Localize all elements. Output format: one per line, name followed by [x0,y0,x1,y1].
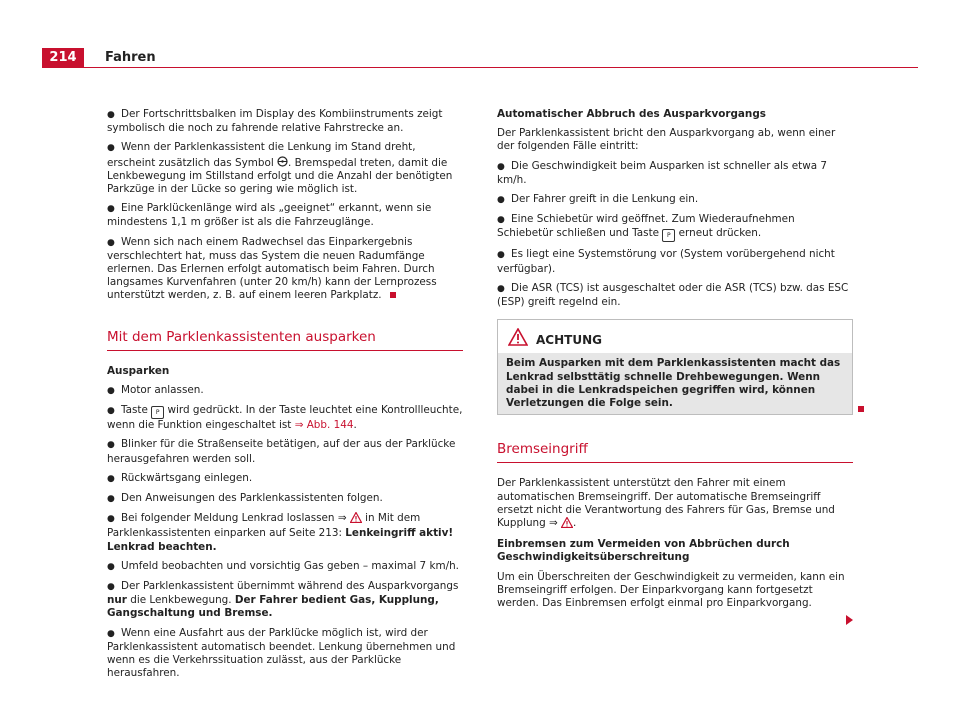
list-item: ● Eine Schiebetür wird geöffnet. Zum Wiederaufnehmen Schiebetür schließen und Taste P erneut drücken. [497,213,853,242]
warning-text: Beim Ausparken mit dem Parklenkassistenten macht das Lenkrad selbsttätig schnelle Drehbewegungen. Wenn dabei in die Lenkradspeichen gegriffen wird, können Verletzungen die Folge sein. [498,353,852,414]
list-item: ● Die ASR (TCS) ist ausgeschaltet oder die ASR (TCS) bzw. das ESC (ESP) greift regelnd ein. [497,281,849,309]
park-assist-key-icon: P [151,406,164,419]
section-end-marker [390,292,396,298]
list-item: ● Bei folgender Meldung Lenkrad loslassen ⇒ in Mit dem Parklenkassistenten einparken auf Seite 213: Lenkeingriff aktiv! Lenkrad beachten. [107,512,454,553]
list-item: ● Der Parklenkassistent übernimmt während des Ausparkvorgangs nur die Lenkbewegung. Der Fahrer bedient Gas, Kupplung, Gangschaltung und Bremse. [107,580,459,620]
paragraph: Der Parklenkassistent bricht den Ausparkvorgang ab, wenn einer der folgenden Fälle eintritt: [497,127,836,153]
subheading: Automatischer Abbruch des Ausparkvorgangs [497,108,766,120]
list-item: ● Wenn sich nach einem Radwechsel das Einparkergebnis verschlechtert hat, muss das System die neuen Radumfänge erlernen. Das Erlernen erfolgt automatisch beim Fahren. Durch langsames Kurvenfahren (unter 20 km/h) kann der Lernprozess unterstützt werden, z. B. auf einem leeren Parkplatz. [107,235,437,302]
bullet-icon: ● [107,386,115,397]
subheading: Ausparken [107,364,170,377]
bullet-icon: ● [497,215,505,226]
bullet-icon: ● [497,195,505,206]
bullet-icon: ● [107,561,115,572]
warning-triangle-icon[interactable] [350,512,362,527]
section-title: Bremseingriff [497,443,853,463]
warning-title: ACHTUNG [536,333,602,348]
list-item: ● Wenn eine Ausfahrt aus der Parklücke möglich ist, wird der Parklenkassistent automatisch beendet. Lenkung übernehmen und wenn es die Verkehrssituation zulässt, aus der Parklücke herausfahren. [107,626,456,680]
list-item: ● Rückwärtsgang einlegen. [107,472,463,486]
list-item: ● Blinker für die Straßenseite betätigen, auf der aus der Parklücke herausgefahren werden soll. [107,438,456,465]
bullet-icon: ● [107,204,115,215]
bullet-icon: ● [107,143,115,154]
bullet-icon: ● [107,514,115,525]
bullet-icon: ● [497,250,505,261]
steering-symbol-icon [277,157,288,169]
list-item: ● Wenn der Parklenkassistent die Lenkung im Stand dreht, erscheint zusätzlich das Symbol . Bremspedal treten, damit die Lenkbewegung im Stillstand erfolgt und die Anzahl der benötigten Parkzüge in der Lücke so gering wie möglich ist. [107,141,453,196]
continue-arrow-icon [846,615,853,625]
park-assist-key-icon: P [662,229,675,242]
subheading: Einbremsen zum Vermeiden von Abbrüchen durch Geschwindigkeitsüberschreitung [497,538,790,564]
left-column [107,108,463,687]
paragraph: Um ein Überschreiten der Geschwindigkeit zu vermeiden, kann ein Bremseingriff erfolgen. Der Einparkvorgang kann fortgesetzt werden. Das Einbremsen erfolgt einmal pro Einparkvorgang. [497,570,845,610]
bullet-icon: ● [497,161,505,172]
list-item: ● Der Fortschrittsbalken im Display des Kombiinstruments zeigt symbolisch die noch zu fahrende relative Fahrstrecke an. [107,108,443,135]
list-item: ● Motor anlassen. [107,384,463,398]
section-end-marker [858,406,864,412]
warning-box [497,319,853,415]
list-item: ● Die Geschwindigkeit beim Ausparken ist schneller als etwa 7 km/h. [497,159,827,186]
warning-header [498,320,852,353]
list-item: ● Taste P wird gedrückt. In der Taste leuchtet eine Kontrollleuchte, wenn die Funktion eingeschaltet ist ⇒ Abb. 144. [107,404,463,432]
bullet-icon: ● [107,494,115,505]
paragraph: Der Parklenkassistent unterstützt den Fahrer mit einem automatischen Bremseingriff. Der automatische Bremseingriff ersetzt nicht die Verantwortung des Fahrers für Gas, Bremse und Kupplung ⇒ . [497,477,853,532]
list-item: ● Der Fahrer greift in die Lenkung ein. [497,193,853,207]
bullet-icon: ● [107,440,115,451]
right-column [497,108,853,617]
bullet-icon: ● [107,582,115,593]
figure-link[interactable]: ⇒ Abb. 144 [294,419,354,432]
list-item: ● Umfeld beobachten und vorsichtig Gas geben – maximal 7 km/h. [107,560,463,574]
bullet-icon: ● [497,283,505,294]
bullet-icon: ● [107,110,115,120]
bullet-icon: ● [107,237,115,248]
bullet-icon: ● [107,628,115,639]
header-rule [42,67,918,68]
page-title: Fahren [105,50,156,65]
list-item: ● Den Anweisungen des Parklenkassistenten folgen. [107,492,463,506]
bullet-icon: ● [107,406,115,417]
warning-triangle-icon[interactable] [561,517,573,532]
warning-triangle-icon [508,328,528,349]
list-item: ● Eine Parklückenlänge wird als „geeignet“ erkannt, wenn sie mindestens 1,1 m größer ist als die Fahrzeuglänge. [107,202,432,229]
bullet-icon: ● [107,473,115,484]
section-title: Mit dem Parklenkassistenten ausparken [107,331,463,351]
page-number-badge: 214 [42,48,84,68]
list-item: ● Es liegt eine Systemstörung vor (System vorübergehend nicht verfügbar). [497,248,835,275]
